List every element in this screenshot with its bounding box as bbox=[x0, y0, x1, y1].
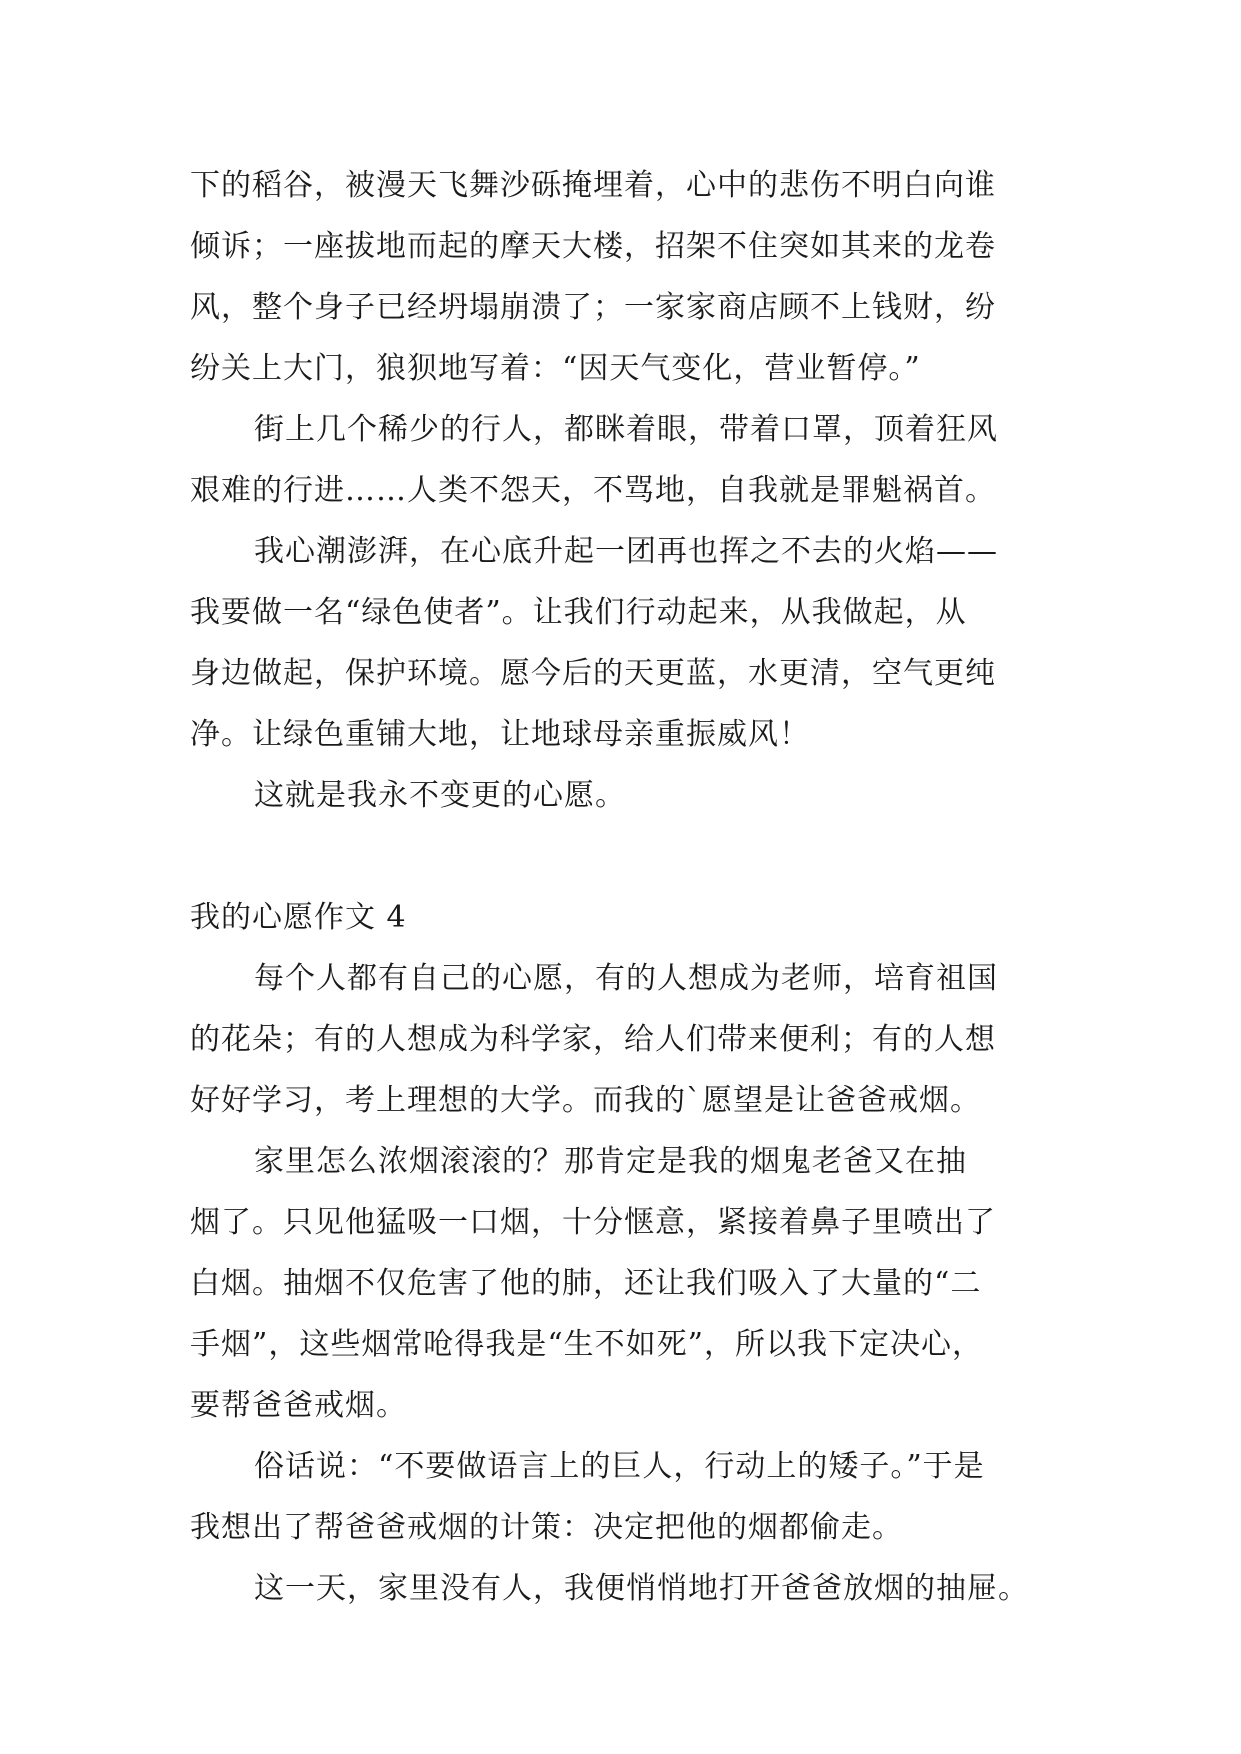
paragraph-line: 身边做起，保护环境。愿今后的天更蓝，水更清，空气更纯 bbox=[190, 656, 996, 691]
paragraph-line: 烟了。只见他猛吸一口烟，十分惬意，紧接着鼻子里喷出了 bbox=[190, 1205, 996, 1240]
paragraph-line: 纷关上大门，狼狈地写着：“因天气变化，营业暂停。” bbox=[190, 351, 921, 386]
paragraph-line: 家里怎么浓烟滚滚的？那肯定是我的烟鬼老爸又在抽 bbox=[254, 1144, 967, 1179]
paragraph-line: 这一天，家里没有人，我便悄悄地打开爸爸放烟的抽屉。 bbox=[254, 1571, 1029, 1606]
paragraph-line: 我想出了帮爸爸戒烟的计策：决定把他的烟都偷走。 bbox=[190, 1510, 903, 1545]
paragraph-line: 这就是我永不变更的心愿。 bbox=[254, 778, 626, 813]
paragraph-line: 的花朵；有的人想成为科学家，给人们带来便利；有的人想 bbox=[190, 1022, 996, 1057]
paragraph-line: 手烟”，这些烟常呛得我是“生不如死”，所以我下定决心， bbox=[190, 1327, 984, 1362]
paragraph-line: 倾诉；一座拔地而起的摩天大楼，招架不住突如其来的龙卷 bbox=[190, 229, 996, 264]
paragraph-line: 街上几个稀少的行人，都眯着眼，带着口罩，顶着狂风 bbox=[254, 412, 998, 447]
paragraph-line: 我要做一名“绿色使者”。让我们行动起来，从我做起，从 bbox=[190, 595, 967, 630]
paragraph-line: 我心潮澎湃，在心底升起一团再也挥之不去的火焰—— bbox=[254, 534, 998, 569]
paragraph-line: 风，整个身子已经坍塌崩溃了；一家家商店顾不上钱财，纷 bbox=[190, 290, 996, 325]
paragraph-line: 下的稻谷，被漫天飞舞沙砾掩埋着，心中的悲伤不明白向谁 bbox=[190, 168, 996, 203]
paragraph-line: 要帮爸爸戒烟。 bbox=[190, 1388, 407, 1423]
paragraph-line: 好好学习，考上理想的大学。而我的`愿望是让爸爸戒烟。 bbox=[190, 1083, 981, 1118]
paragraph-line: 白烟。抽烟不仅危害了他的肺，还让我们吸入了大量的“二 bbox=[190, 1266, 982, 1301]
paragraph-line: 俗话说：“不要做语言上的巨人，行动上的矮子。”于是 bbox=[254, 1449, 985, 1484]
section-heading: 我的心愿作文 4 bbox=[190, 900, 407, 935]
paragraph-line: 净。让绿色重铺大地，让地球母亲重振威风！ bbox=[190, 717, 810, 752]
paragraph-line: 每个人都有自己的心愿，有的人想成为老师，培育祖国 bbox=[254, 961, 998, 996]
paragraph-line: 艰难的行进……人类不怨天，不骂地，自我就是罪魁祸首。 bbox=[190, 473, 996, 508]
